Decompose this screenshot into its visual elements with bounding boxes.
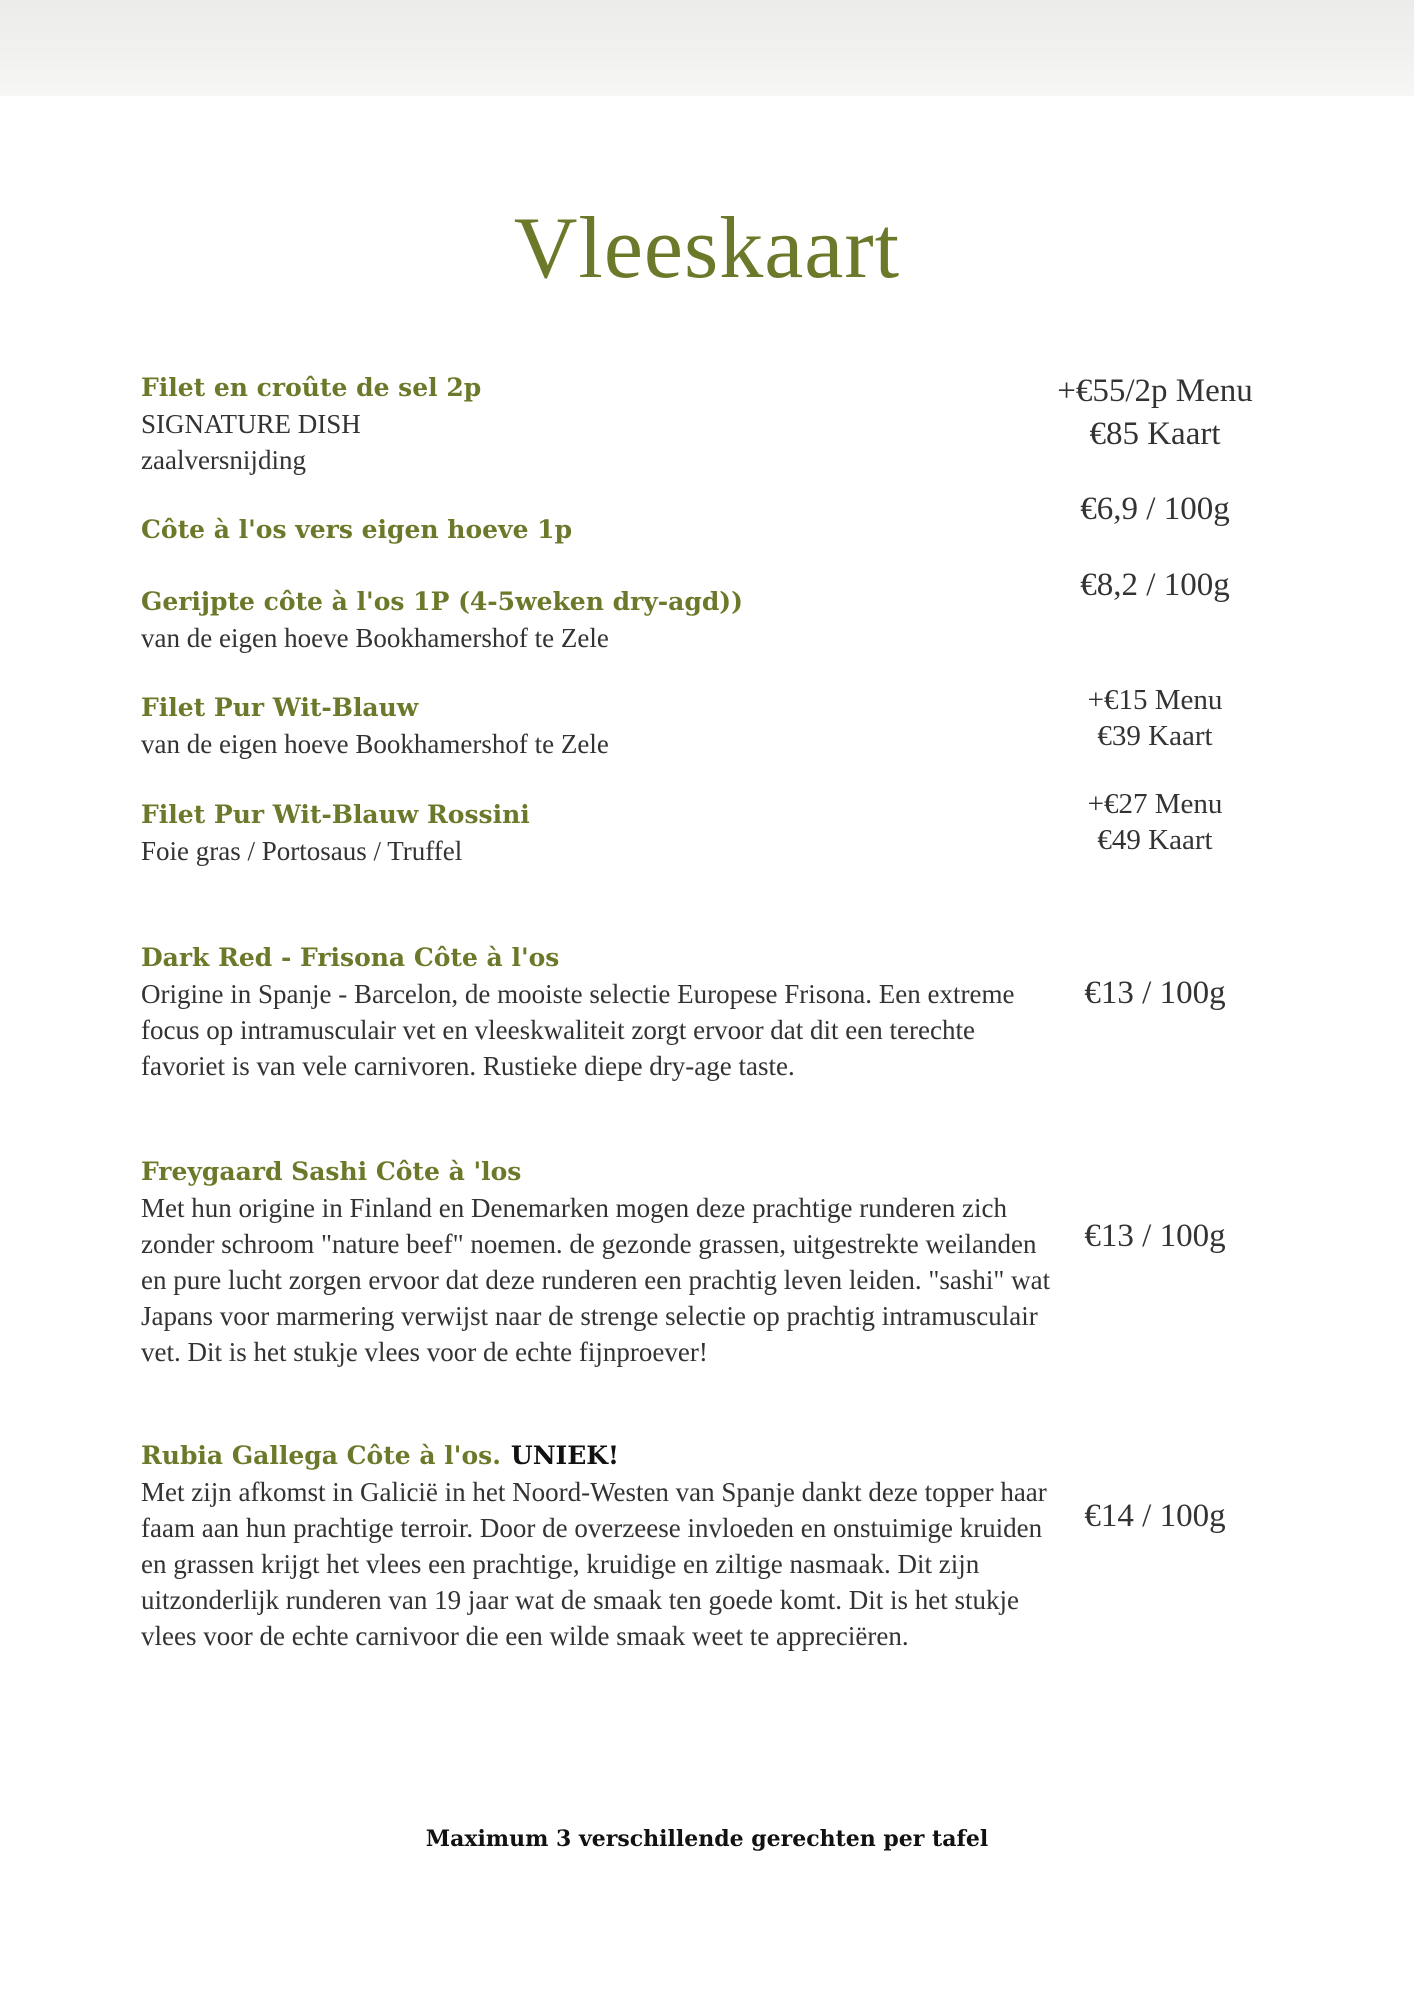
menu-item-filet-en-croute (141, 370, 1061, 478)
item-price-kaart: €39 Kaart (1097, 720, 1213, 752)
item-name: Filet Pur Wit-Blauw Rossini (141, 800, 530, 829)
item-price: €13 / 100g (1084, 1218, 1226, 1254)
top-banner (0, 0, 1414, 96)
item-subtitle: van de eigen hoeve Bookhamershof te Zele (141, 729, 609, 759)
item-subtitle: SIGNATURE DISH (141, 409, 361, 439)
item-name: Filet en croûte de sel 2p (141, 373, 482, 402)
menu-item-gerijpte-cote (141, 584, 1061, 656)
item-name: Gerijpte côte à l'os 1P (4-5weken dry-agd)) (141, 587, 743, 616)
item-price-kaart: €85 Kaart (1089, 416, 1221, 452)
item-price: €8,2 / 100g (1080, 567, 1230, 603)
unique-badge: UNIEK! (510, 1441, 620, 1470)
item-name: Dark Red - Frisona Côte à l'os (141, 943, 560, 972)
item-name (141, 1438, 1061, 1474)
page-title: Vleeskaart (513, 200, 901, 297)
item-name: Côte à l'os vers eigen hoeve 1p (141, 515, 573, 544)
item-name: Filet Pur Wit-Blauw (141, 693, 419, 722)
menu-item-cote-vers (141, 512, 1061, 548)
item-description: Origine in Spanje - Barcelon, de mooiste selectie Europese Frisona. Een extreme focus op intramusculair vet en vleeskwaliteit zorgt ervoor dat dit een terechte favoriet is van vele carnivoren. Rustieke diepe dry-age taste. (141, 979, 1015, 1081)
item-name-text: Rubia Gallega Côte à l'os. (141, 1441, 501, 1470)
menu-item-dark-red-frisona (141, 940, 1061, 1084)
item-subtitle: Foie gras / Portosaus / Truffel (141, 836, 463, 866)
item-price: €13 / 100g (1084, 975, 1226, 1011)
menu-item-filet-pur-rossini (141, 797, 1061, 869)
item-note: zaalversnijding (141, 445, 306, 475)
footer-note: Maximum 3 verschillende gerechten per tafel (425, 1826, 989, 1852)
menu-item-rubia-gallega (141, 1438, 1061, 1654)
item-price-menu: +€15 Menu (1087, 684, 1223, 716)
menu-item-filet-pur (141, 690, 1061, 762)
item-description: Met zijn afkomst in Galicië in het Noord-Westen van Spanje dankt deze topper haar faam aan hun prachtige terroir. Door de overzeese invloeden en onstuimige kruiden en grassen krijgt het vlees een prachtige, kruidige en ziltige nasmaak. Dit zijn uitzonderlijk runderen van 19 jaar wat de smaak ten goede komt. Dit is het stukje vlees voor de echte carnivoor die een wilde smaak weet te appreciëren. (141, 1477, 1047, 1651)
item-description: Met hun origine in Finland en Denemarken mogen deze prachtige runderen zich zonder schroom "nature beef" noemen. de gezonde grassen, uitgestrekte weilanden en pure lucht zorgen ervoor dat deze runderen een prachtig leven leiden. "sashi" wat Japans voor marmering verwijst naar de strenge selectie op prachtig intramusculair vet. Dit is het stukje vlees voor de echte fijnproever! (141, 1193, 1051, 1367)
item-subtitle: van de eigen hoeve Bookhamershof te Zele (141, 623, 609, 653)
item-price: €6,9 / 100g (1080, 491, 1230, 527)
item-price: €14 / 100g (1084, 1498, 1226, 1534)
item-price-menu: +€55/2p Menu (1057, 373, 1253, 409)
item-price-menu: +€27 Menu (1087, 788, 1223, 820)
menu-item-freygaard-sashi (141, 1154, 1061, 1370)
item-name: Freygaard Sashi Côte à 'los (141, 1157, 522, 1186)
item-price-kaart: €49 Kaart (1097, 824, 1213, 856)
